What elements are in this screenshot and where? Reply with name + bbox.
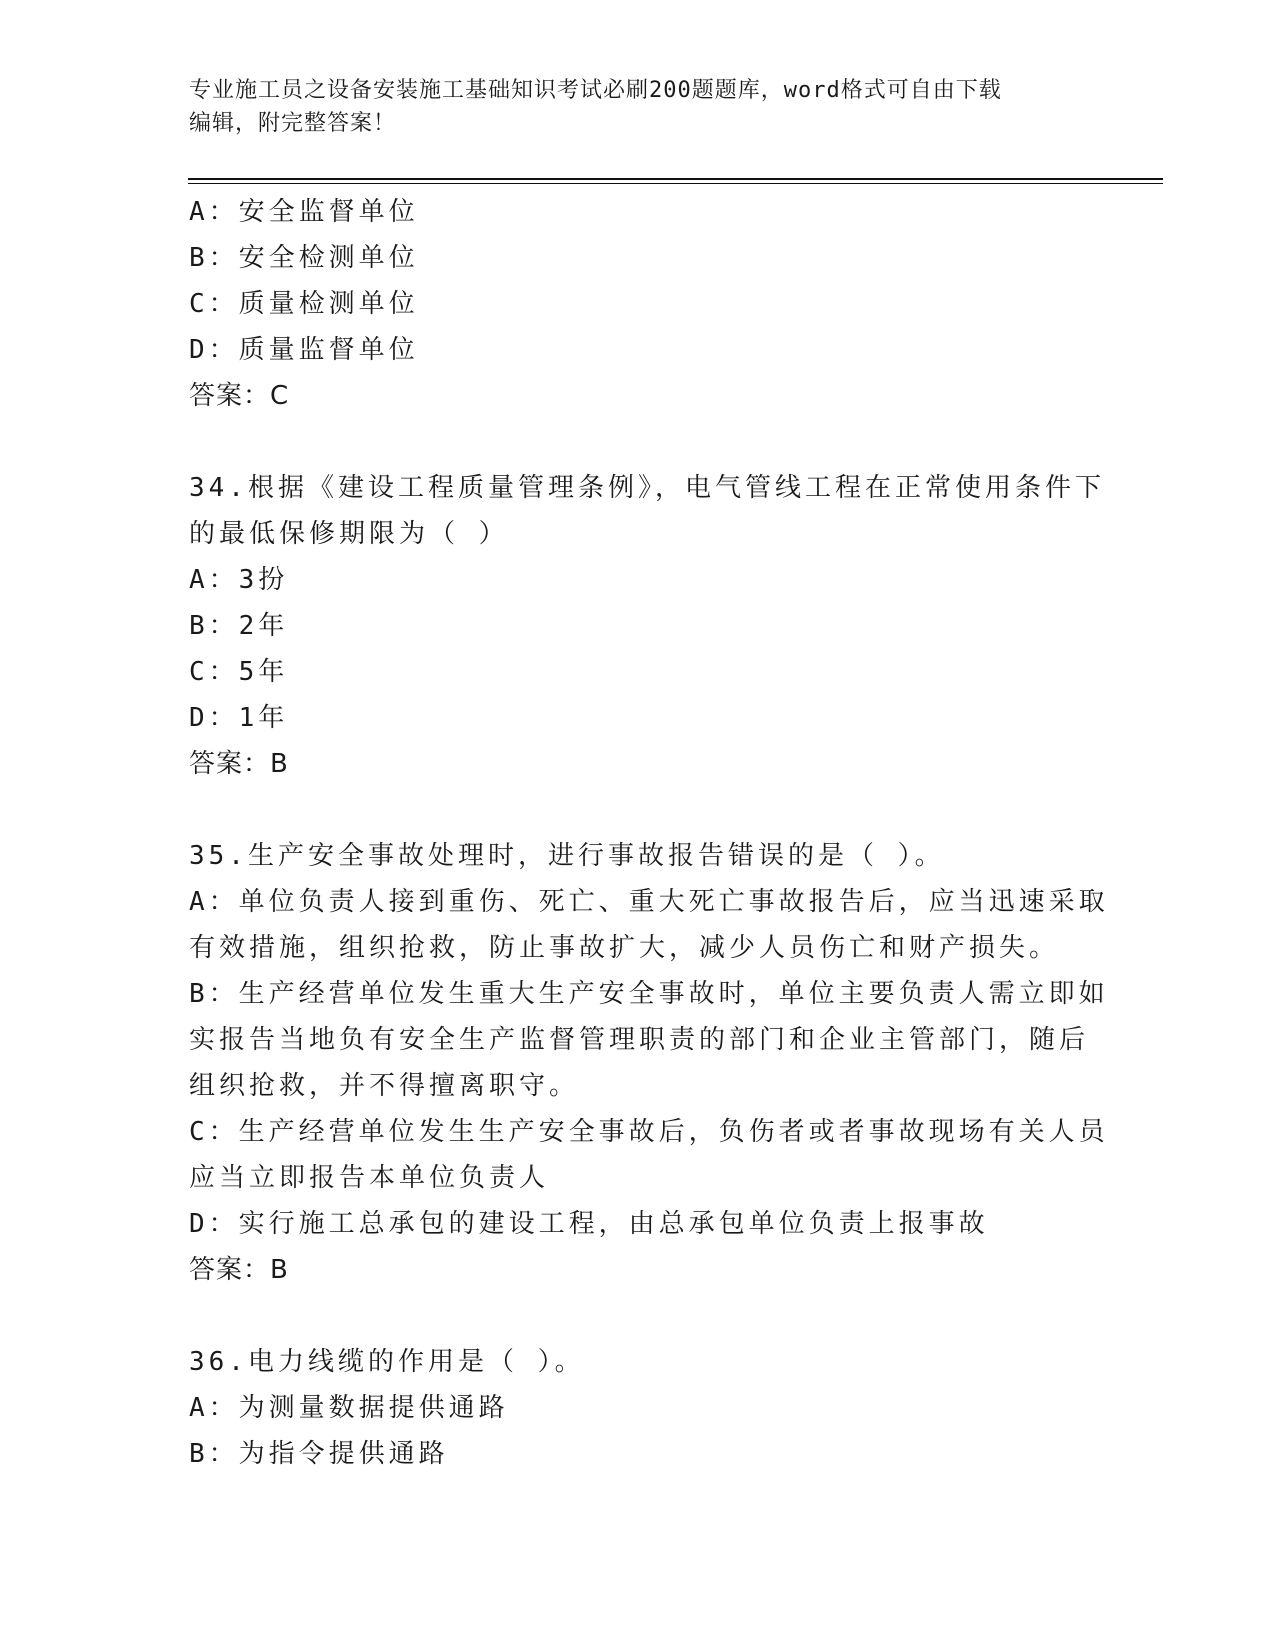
option-a: A：安全监督单位 bbox=[189, 197, 419, 227]
option-b-line: B：生产经营单位发生重大生产安全事故时，单位主要负责人需立即如 bbox=[189, 979, 1109, 1009]
header-title-line1: 专业施工员之设备安装施工基础知识考试必刷200题题库，word格式可自由下载 bbox=[189, 78, 1002, 103]
question-33 bbox=[189, 189, 1089, 419]
option-b: B：为指令提供通路 bbox=[189, 1439, 449, 1469]
answer: 答案：B bbox=[189, 749, 289, 779]
option-c-line: 应当立即报告本单位负责人 bbox=[189, 1163, 550, 1193]
document-header bbox=[189, 74, 1089, 140]
option-d: D：质量监督单位 bbox=[189, 335, 419, 365]
header-divider-thin bbox=[188, 183, 1163, 184]
option-b-line: 组织抢救，并不得擅离职守。 bbox=[189, 1071, 580, 1101]
spacer bbox=[189, 419, 1089, 465]
option-a: A：为测量数据提供通路 bbox=[189, 1393, 509, 1423]
option-a-line: A：单位负责人接到重伤、死亡、重大死亡事故报告后，应当迅速采取 bbox=[189, 887, 1109, 917]
option-d-line: D：实行施工总承包的建设工程，由总承包单位负责上报事故 bbox=[189, 1209, 989, 1239]
header-divider-thick bbox=[188, 178, 1163, 180]
question-content bbox=[189, 189, 1109, 1477]
option-d: D：1年 bbox=[189, 703, 289, 733]
option-a: A：3扮 bbox=[189, 565, 289, 595]
option-c: C：质量检测单位 bbox=[189, 289, 419, 319]
option-c-line: C：生产经营单位发生生产安全事故后，负伤者或者事故现场有关人员 bbox=[189, 1117, 1109, 1147]
question-stem-line: 36.电力线缆的作用是（ ）。 bbox=[189, 1347, 585, 1377]
question-36 bbox=[189, 1339, 1089, 1477]
option-b-line: 实报告当地负有安全生产监督管理职责的部门和企业主管部门，随后 bbox=[189, 1025, 1090, 1055]
option-b: B：安全检测单位 bbox=[189, 243, 419, 273]
option-c: C：5年 bbox=[189, 657, 289, 687]
spacer bbox=[189, 787, 1089, 833]
answer: 答案：C bbox=[189, 381, 290, 411]
question-stem-line: 35.生产安全事故处理时，进行事故报告错误的是（ ）。 bbox=[189, 841, 945, 871]
question-stem-line: 的最低保修期限为（ ） bbox=[189, 519, 509, 549]
question-stem-line: 34.根据《建设工程质量管理条例》，电气管线工程在正常使用条件下 bbox=[189, 473, 1105, 503]
answer: 答案：B bbox=[189, 1255, 289, 1285]
header-title-line2: 编辑，附完整答案！ bbox=[189, 111, 397, 136]
option-a-line: 有效措施，组织抢救，防止事故扩大，减少人员伤亡和财产损失。 bbox=[189, 933, 1060, 963]
question-34 bbox=[189, 465, 1105, 787]
spacer bbox=[189, 1293, 1089, 1339]
option-b: B：2年 bbox=[189, 611, 289, 641]
question-35 bbox=[189, 833, 1109, 1293]
